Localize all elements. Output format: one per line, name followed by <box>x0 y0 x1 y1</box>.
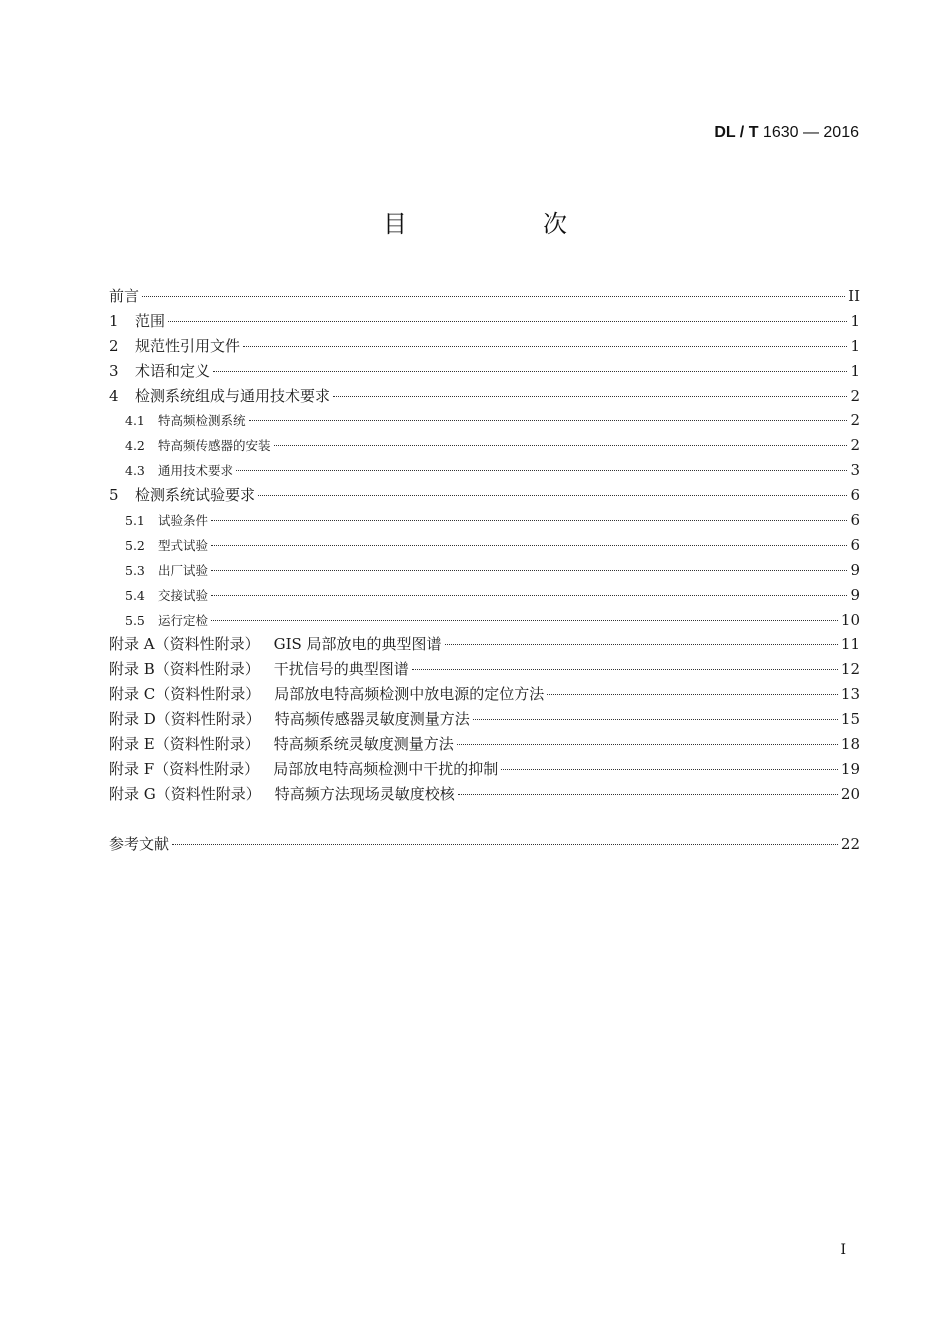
toc-entry-label: 前言 <box>109 287 140 305</box>
toc-entry-label: 特高频检测系统 <box>158 413 246 429</box>
toc-entry-annex-f[interactable] <box>109 757 860 782</box>
standard-code <box>714 124 859 142</box>
dot-leader <box>501 769 838 770</box>
toc-entry-page: 1 <box>850 311 860 330</box>
dot-leader <box>142 296 845 297</box>
page-title: 目 次 <box>383 210 623 238</box>
toc-entry-4[interactable] <box>109 384 860 409</box>
toc-entry-annex-e[interactable] <box>109 732 860 757</box>
toc-entry-number: 2 <box>109 336 119 355</box>
dot-leader <box>547 694 838 695</box>
dot-leader <box>213 371 847 372</box>
toc-entry-number: 5.5 <box>125 612 145 628</box>
toc-entry-page: 20 <box>840 784 860 803</box>
toc-entry-number: 5.3 <box>125 562 145 578</box>
table-of-contents <box>109 284 860 856</box>
toc-entry-label: 通用技术要求 <box>158 463 234 479</box>
toc-entry-label: 特高频系统灵敏度测量方法 <box>273 735 454 754</box>
toc-entry-5[interactable] <box>109 483 860 508</box>
toc-entry-page: 2 <box>850 436 860 455</box>
dot-leader <box>172 844 838 845</box>
toc-entry-page: 6 <box>850 535 860 554</box>
toc-entry-label: 交接试验 <box>158 587 209 603</box>
annex-tag: 附录 D（资料性附录） <box>109 710 261 729</box>
toc-entry-page: 3 <box>850 461 860 480</box>
toc-entry-label: 试验条件 <box>158 513 209 529</box>
toc-entry-page: 13 <box>840 685 860 704</box>
dot-leader <box>211 545 847 546</box>
toc-entry-number: 5.2 <box>125 537 145 553</box>
toc-entry-number: 4.1 <box>125 413 145 429</box>
toc-entry-label: 范围 <box>135 311 166 330</box>
toc-entry-page: 1 <box>850 336 860 355</box>
toc-entry-label: 检测系统组成与通用技术要求 <box>135 386 331 405</box>
toc-entry-label: GIS 局部放电的典型图谱 <box>273 635 442 654</box>
dot-leader <box>168 321 847 322</box>
toc-entry-3[interactable] <box>109 359 860 384</box>
toc-entry-annex-c[interactable] <box>109 682 860 707</box>
toc-entry-1[interactable] <box>109 309 860 334</box>
toc-entry-page: 2 <box>850 386 860 405</box>
toc-entry-annex-d[interactable] <box>109 707 860 732</box>
toc-entry-label: 规范性引用文件 <box>135 336 241 355</box>
dot-leader <box>211 520 847 521</box>
dot-leader <box>211 570 847 571</box>
standard-number: 1630 — 2016 <box>762 124 859 141</box>
toc-entry-number: 4.3 <box>125 463 145 479</box>
toc-entry-page: 9 <box>850 585 860 604</box>
dot-leader <box>236 470 847 471</box>
toc-entry-page: 6 <box>850 511 860 530</box>
dot-leader <box>457 744 838 745</box>
annex-tag: 附录 C（资料性附录） <box>109 685 261 704</box>
toc-entry-page: 9 <box>850 560 860 579</box>
dot-leader <box>473 719 838 720</box>
toc-entry-number: 5.1 <box>125 513 145 529</box>
dot-leader <box>249 420 848 421</box>
toc-entry-page: 15 <box>840 710 860 729</box>
dot-leader <box>211 620 838 621</box>
dot-leader <box>258 495 847 496</box>
toc-entry-annex-b[interactable] <box>109 657 860 682</box>
annex-tag: 附录 E（资料性附录） <box>109 735 260 754</box>
toc-entry-label: 干扰信号的典型图谱 <box>273 660 409 679</box>
toc-entry-page: 11 <box>840 635 860 654</box>
toc-entry-annex-a[interactable] <box>109 632 860 657</box>
toc-entry-page: 10 <box>840 610 860 629</box>
toc-entry-page: 19 <box>840 759 860 778</box>
toc-entry-label: 特高频传感器灵敏度测量方法 <box>274 710 470 729</box>
dot-leader <box>445 644 838 645</box>
toc-entry-number: 4 <box>109 386 119 405</box>
toc-entry-page: 12 <box>840 660 860 679</box>
annex-tag: 附录 F（资料性附录） <box>109 759 260 778</box>
toc-entry-label: 检测系统试验要求 <box>135 486 256 505</box>
toc-entry-number: 1 <box>109 311 119 330</box>
toc-entry-page: 6 <box>850 486 860 505</box>
toc-entry-5-3[interactable] <box>109 558 860 583</box>
toc-entry-label: 局部放电特高频检测中放电源的定位方法 <box>274 685 545 704</box>
toc-entry-label: 特高频方法现场灵敏度校核 <box>274 784 455 803</box>
toc-entry-4-1[interactable] <box>109 408 860 433</box>
dot-leader <box>333 396 847 397</box>
toc-entry-5-5[interactable] <box>109 608 860 633</box>
toc-entry-page: 22 <box>840 834 860 853</box>
toc-entry-4-3[interactable] <box>109 458 860 483</box>
toc-entry-label: 出厂试验 <box>158 562 209 578</box>
toc-entry-5-2[interactable] <box>109 533 860 558</box>
dot-leader <box>412 669 838 670</box>
page-number: I <box>840 1242 846 1258</box>
toc-entry-number: 5.4 <box>125 587 145 603</box>
toc-entry-page: 1 <box>850 361 860 380</box>
toc-entry-label: 参考文献 <box>109 834 170 853</box>
dot-leader <box>211 595 847 596</box>
toc-entry-label: 局部放电特高频检测中干扰的抑制 <box>273 759 499 778</box>
annex-tag: 附录 A（资料性附录） <box>109 635 260 654</box>
toc-entry-page: 18 <box>840 735 860 754</box>
dot-leader <box>458 794 838 795</box>
toc-entry-5-4[interactable] <box>109 583 860 608</box>
dot-leader <box>243 346 847 347</box>
toc-entry-annex-g[interactable] <box>109 782 860 807</box>
toc-entry-page: 2 <box>850 411 860 430</box>
annex-tag: 附录 G（资料性附录） <box>109 784 261 803</box>
toc-entry-label: 运行定检 <box>158 612 209 628</box>
toc-entry-label: 术语和定义 <box>135 361 211 380</box>
toc-entry-page: II <box>848 287 860 305</box>
annex-tag: 附录 B（资料性附录） <box>109 660 260 679</box>
toc-entry-foreword[interactable] <box>109 284 860 309</box>
toc-entry-2[interactable] <box>109 334 860 359</box>
toc-entry-4-2[interactable] <box>109 433 860 458</box>
standard-prefix: DL / T <box>714 124 759 141</box>
dot-leader <box>274 445 848 446</box>
toc-entry-references[interactable] <box>109 832 860 857</box>
toc-entry-number: 3 <box>109 361 119 380</box>
toc-entry-number: 4.2 <box>125 438 145 454</box>
toc-entry-number: 5 <box>109 486 119 505</box>
toc-entry-label: 型式试验 <box>158 537 209 553</box>
toc-entry-5-1[interactable] <box>109 508 860 533</box>
toc-entry-label: 特高频传感器的安装 <box>158 438 271 454</box>
